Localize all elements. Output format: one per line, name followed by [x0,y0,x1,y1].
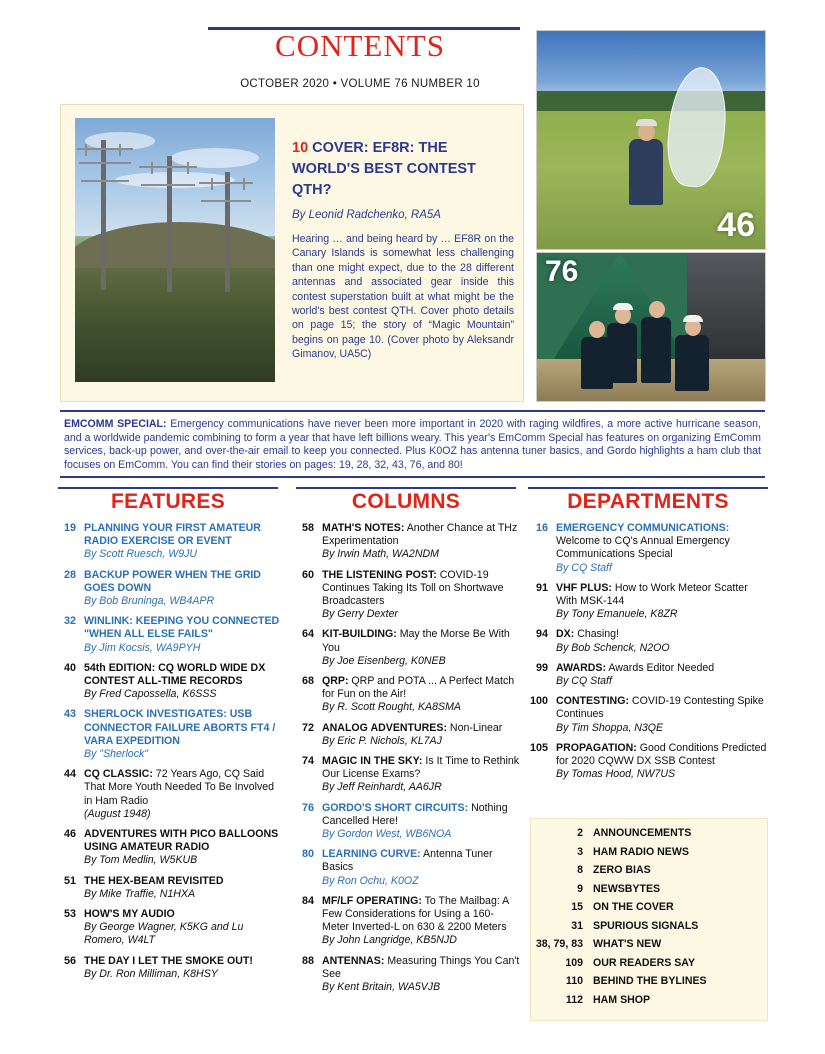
toc-page-number: 56 [63,954,76,967]
toc-entry-byline: By Irwin Math, WA2NDM [322,548,439,561]
toc-page-number: 84 [301,894,314,907]
toc-entry[interactable] [533,864,761,876]
toc-entry-subtitle: Another Chance at THz Experimentation [322,522,518,548]
toc-entry-body [84,908,282,948]
toc-page-number: 32 [63,615,76,628]
columns-list [296,522,520,1001]
hat-shape [613,303,633,310]
departments-rule [528,487,768,489]
toc-entry-byline: By CQ Staff [556,561,612,574]
toc-entry[interactable] [533,827,761,839]
cover-photo [75,118,275,382]
toc-page-number: 109 [565,956,583,969]
toc-entry[interactable] [296,569,520,622]
toc-entry-body [322,895,520,948]
emcomm-body: Emergency communications have never been more important in 2020 with raging wildfires, a more active hurricane season, and a worldwide pandemic combining to form a year that have left billions weary. This year's EmComm Special has features on organizing EmComm services, back-up power, and over-the-air email to keep you connected. Plus K0OZ has antenna tuner basics, and Gordo highlights a ham club that focuses on EmComm. You can find their stories on pages: 19, 28, 32, 43, 76, and 80! [64,418,761,471]
toc-entry-title: BACKUP POWER WHEN THE GRID GOES DOWN [84,568,261,594]
toc-entry-subtitle: Non-Linear [446,721,503,734]
toc-entry-title: WINLINK: KEEPING YOU CONNECTED "WHEN ALL ELSE FAILS" [84,615,280,641]
toc-entry-title: OUR READERS SAY [593,956,696,969]
photo-pico-balloon [536,30,766,250]
toc-entry[interactable] [58,875,282,901]
toc-entry[interactable] [533,901,761,913]
toc-entry-subtitle: Good Conditions Predicted for 2020 CQWW DX SSB Contest [556,741,767,768]
toc-entry-byline: By Tony Emanuele, K8ZR [556,608,678,621]
toc-entry[interactable] [530,582,768,622]
toc-page-number: 110 [565,975,583,987]
departments-short-list [530,818,768,1021]
toc-entry-byline: By Gerry Dexter [322,608,398,621]
toc-entry-body [322,722,520,748]
toc-entry-title: WHAT'S NEW [593,938,662,950]
toc-entry-title: SHERLOCK INVESTIGATES: USB CONNECTOR FAILURE ABORTS FT4 / VARA EXPEDITION [84,708,276,747]
toc-entry-subtitle: 72 Years Ago, CQ Said That More Youth Needed To Be Involved in Ham Radio [84,768,275,807]
toc-entry-byline: By Bob Bruninga, WB4APR [84,595,215,608]
toc-entry-title: THE DAY I LET THE SMOKE OUT! [84,954,253,967]
toc-entry-byline: By R. Scott Rought, KA8SMA [322,701,461,714]
toc-page-number: 88 [301,954,314,967]
columns-heading: COLUMNS [351,490,461,513]
toc-entry-body [322,755,520,795]
toc-entry-title: DX: [556,628,575,641]
cover-page-number: 10 [292,140,309,156]
toc-entry[interactable] [533,920,761,932]
treeline [537,91,765,113]
cover-headline [292,138,514,201]
toc-entry-title: GORDO'S SHORT CIRCUITS: [322,801,469,814]
features-rule [58,487,278,489]
toc-entry-subtitle: QRP and POTA ... A Perfect Match for Fun on the Air! [322,675,515,701]
antenna-boom [81,180,129,182]
toc-entry-title: THE HEX-BEAM REVISITED [84,874,224,887]
toc-entry-body [84,955,282,981]
toc-entry[interactable] [296,802,520,842]
toc-page-number: 51 [63,874,76,887]
antenna-element [243,178,245,190]
toc-entry-byline: By Tomas Hood, NW7US [556,768,676,781]
person-body [581,337,613,389]
toc-page-number: 9 [577,882,583,895]
toc-entry-body [556,695,768,735]
cover-deck: Hearing … and being heard by … EF8R on the Canary Islands is somewhat less challenging than one might expect, due to the 28 different antennas and associated gear inside this contest superstation built at what might be the world's best contest QTH. Cover photo details on page 15; the story of “Magic Mountain” begins on page 10. (Cover photo by Aleksandr Gimanov, UA5C) [292,233,514,361]
toc-entry-title: ANALOG ADVENTURES: [322,721,447,734]
toc-entry-subtitle: Awards Editor Needed [606,661,715,674]
toc-entry[interactable] [58,708,282,761]
toc-entry-title: NEWSBYTES [593,882,661,895]
toc-entry-byline: By Mike Traffie, N1HXA [84,887,196,900]
antenna-element [119,144,121,156]
toc-entry-body [556,742,768,782]
toc-entry-title: VHF PLUS: [556,581,612,594]
toc-entry-body [322,522,520,562]
toc-entry[interactable] [58,615,282,655]
emcomm-label: EMCOMM SPECIAL: [64,418,167,430]
toc-entry-byline: By Kent Britain, WA5VJB [322,981,441,994]
cloud-shape [171,148,259,168]
toc-page-number: 72 [301,721,314,734]
toc-page-number: 105 [530,741,549,754]
toc-entry-subtitle: How to Work Meteor Scatter With MSK-144 [556,581,748,608]
toc-page-number: 53 [63,908,76,921]
columns-rule [296,487,516,489]
toc-entry-body [84,615,282,655]
toc-page-number: 91 [535,581,548,594]
person-head [649,301,665,318]
toc-page-number: 40 [63,661,76,674]
toc-page-number: 74 [301,755,314,768]
antenna-element [151,162,153,174]
toc-entry[interactable] [296,955,520,995]
toc-entry[interactable] [58,569,282,609]
toc-entry-subtitle: Welcome to CQ's Annual Emergency Communications Special [556,535,730,561]
toc-entry-title: ADVENTURES WITH PICO BALLOONS USING AMATEUR RADIO [84,828,279,854]
toc-entry-title: ON THE COVER [593,901,674,913]
toc-entry-title: HAM SHOP [593,993,651,1006]
antenna-element [211,178,213,190]
toc-entry[interactable] [296,722,520,748]
person-body [629,139,663,205]
toc-entry-body [322,628,520,668]
toc-page-number: 64 [301,628,314,641]
toc-page-number: 68 [301,675,314,688]
antenna-boom [141,184,195,186]
antenna-tower [225,172,230,292]
toc-page-number: 28 [63,568,76,581]
toc-entry[interactable] [533,994,761,1006]
toc-entry[interactable] [530,662,768,688]
toc-entry-byline: By Ron Ochu, K0OZ [322,874,419,887]
toc-entry-byline: By Fred Capossella, K6SSS [84,688,217,701]
toc-entry-body [322,675,520,715]
toc-entry-body [322,802,520,842]
toc-page-number: 60 [301,568,314,581]
toc-entry[interactable] [533,957,761,969]
toc-entry-subtitle: Nothing Cancelled Here! [322,801,508,827]
toc-entry-byline: By Jim Kocsis, WA9PYH [84,641,201,654]
toc-entry-title: KIT-BUILDING: [322,628,397,641]
toc-entry-byline: By Tom Medlin, W5KUB [84,854,198,867]
toc-page-number: 16 [535,522,548,534]
toc-entry-body [556,628,768,654]
toc-entry-byline: By "Sherlock" [84,748,149,761]
toc-page-number: 99 [535,661,548,674]
toc-entry-body [84,522,282,562]
toc-entry-title: AWARDS: [556,661,607,674]
toc-entry-title: PROPAGATION: [556,741,637,754]
toc-page-number: 46 [63,828,76,841]
toc-entry-body [556,582,768,622]
antenna-boom [79,162,131,164]
toc-entry-byline: By George Wagner, K5KG and Lu Romero, W4LT [84,921,244,947]
toc-entry-subtitle: Measuring Things You Can't See [322,954,520,980]
toc-entry-title: QRP: [322,675,349,688]
toc-entry-title: EMERGENCY COMMUNICATIONS: [556,522,730,534]
toc-entry[interactable] [296,628,520,668]
emcomm-special-text [64,418,761,472]
toc-entry-byline: By John Langridge, KB5NJD [322,934,457,947]
toc-entry[interactable] [533,883,761,895]
emcomm-special-box [60,410,765,478]
toc-entry-title: MATH'S NOTES: [322,522,405,534]
cover-headline-text: COVER: EF8R: THE WORLD'S BEST CONTEST QTH? [292,140,476,198]
toc-entry[interactable] [58,662,282,702]
toc-entry-body [322,848,520,888]
toc-page-number: 8 [577,864,583,876]
toc-entry-title: HAM RADIO NEWS [593,845,689,858]
toc-entry[interactable] [530,628,768,654]
toc-entry-title: ANNOUNCEMENTS [593,827,692,839]
toc-entry[interactable] [533,938,761,950]
toc-entry-subtitle: COVID-19 Continues Taking Its Toll on Shortwave Broadcasters [322,568,504,608]
toc-entry-byline: By Joe Eisenberg, K0NEB [322,654,446,667]
toc-entry-body [84,768,282,821]
features-heading: FEATURES [110,490,225,513]
photo-field-day-tent [536,252,766,402]
toc-entry-body [84,662,282,702]
toc-entry-byline: By Gordon West, WB6NOA [322,828,452,841]
toc-entry-title: MAGIC IN THE SKY: [322,755,423,768]
photo-page-number: 76 [545,255,579,288]
toc-entry[interactable] [530,695,768,735]
toc-entry-body [556,662,768,688]
photo-page-number: 46 [717,206,755,244]
toc-entry-byline: By Eric P. Nichols, KL7AJ [322,734,442,747]
toc-entry-subtitle: Chasing! [574,628,620,641]
toc-page-number: 94 [535,628,548,641]
toc-page-number: 80 [301,848,314,861]
toc-entry[interactable] [296,522,520,562]
antenna-element [85,144,87,156]
hat-shape [683,315,703,322]
toc-entry[interactable] [296,755,520,795]
toc-entry-body [84,569,282,609]
issue-line: OCTOBER 2020 • VOLUME 76 NUMBER 10 [240,78,480,90]
toc-entry-title: MF/LF OPERATING: [322,894,422,907]
toc-entry-subtitle: To The Mailbag: A Few Considerations for Using a 160-Meter Inverted-L on 630 & 2200 Meters [322,894,509,934]
toc-entry[interactable] [296,675,520,715]
toc-entry[interactable] [296,848,520,888]
toc-entry-byline: By Jeff Reinhardt, AA6JR [322,781,442,794]
toc-page-number: 2 [577,827,583,839]
toc-entry-body [84,708,282,761]
toc-entry-byline: By Tim Shoppa, N3QE [556,721,664,734]
toc-entry-subtitle: Is It Time to Rethink Our License Exams? [322,755,520,781]
toc-entry-title: ANTENNAS: [322,954,385,967]
toc-entry-title: LEARNING CURVE: [322,848,421,861]
toc-page-number: 76 [301,801,314,814]
features-list [58,522,282,988]
person-body [641,317,671,383]
toc-entry-title: 54th EDITION: CQ WORLD WIDE DX CONTEST ALL-TIME RECORDS [84,661,266,688]
toc-entry-title: SPURIOUS SIGNALS [593,919,699,932]
toc-entry[interactable] [58,955,282,981]
toc-entry-title: CQ CLASSIC: [84,768,153,781]
toc-entry[interactable] [530,742,768,782]
toc-entry-title: HOW'S MY AUDIO [84,908,175,921]
toc-entry-title: BEHIND THE BYLINES [593,975,707,987]
toc-page-number: 100 [530,695,549,708]
toc-entry-title: CONTESTING: [556,695,629,708]
toc-page-number: 58 [301,522,314,534]
toc-entry-body [322,569,520,622]
cover-feature-text [292,138,514,221]
toc-entry-title: PLANNING YOUR FIRST AMATEUR RADIO EXERCISE OR EVENT [84,522,261,548]
toc-entry[interactable] [58,522,282,562]
toc-entry[interactable] [530,522,768,575]
toc-entry[interactable] [58,828,282,868]
toc-page-number: 3 [577,845,583,858]
departments-heading: DEPARTMENTS [567,490,729,513]
toc-entry-body [322,955,520,995]
toc-entry-body [556,522,768,575]
toc-entry[interactable] [296,895,520,948]
cover-byline: By Leonid Radchenko, RA5A [292,209,441,221]
toc-entry-body [84,828,282,868]
toc-entry-subtitle: COVID-19 Contesting Spike Continues [556,695,764,721]
toc-entry-subtitle: Antenna Tuner Basics [322,848,493,874]
toc-entry-byline: (August 1948) [84,807,151,820]
hat-shape [636,119,657,126]
toc-entry-byline: By Scott Ruesch, W9JU [84,548,198,561]
toc-page-number: 44 [63,768,76,781]
toc-page-number: 15 [571,901,583,913]
toc-entry-subtitle: May the Morse Be With You [322,628,510,654]
toc-entry-byline: By CQ Staff [556,675,612,688]
toc-entry[interactable] [533,846,761,858]
antenna-boom [201,200,251,202]
toc-page-number: 31 [571,919,583,932]
toc-page-number: 43 [63,708,76,721]
person-head [589,321,605,338]
toc-page-number: 38, 79, 83 [535,938,583,950]
page-title: CONTENTS [275,28,445,63]
toc-entry-byline: By Bob Schenck, N2OO [556,641,670,654]
toc-entry[interactable] [58,768,282,821]
toc-entry[interactable] [58,908,282,948]
toc-entry-title: ZERO BIAS [593,864,651,876]
toc-page-number: 112 [565,993,583,1006]
antenna-element [187,162,189,174]
person-body [675,335,709,391]
toc-entry-byline: By Dr. Ron Milliman, K8HSY [84,967,218,980]
toc-entry-title: THE LISTENING POST: [322,568,437,581]
antenna-tower [167,156,172,292]
toc-entry-body [84,875,282,901]
toc-entry[interactable] [533,975,761,987]
departments-list [530,522,768,788]
toc-page-number: 19 [63,522,76,534]
